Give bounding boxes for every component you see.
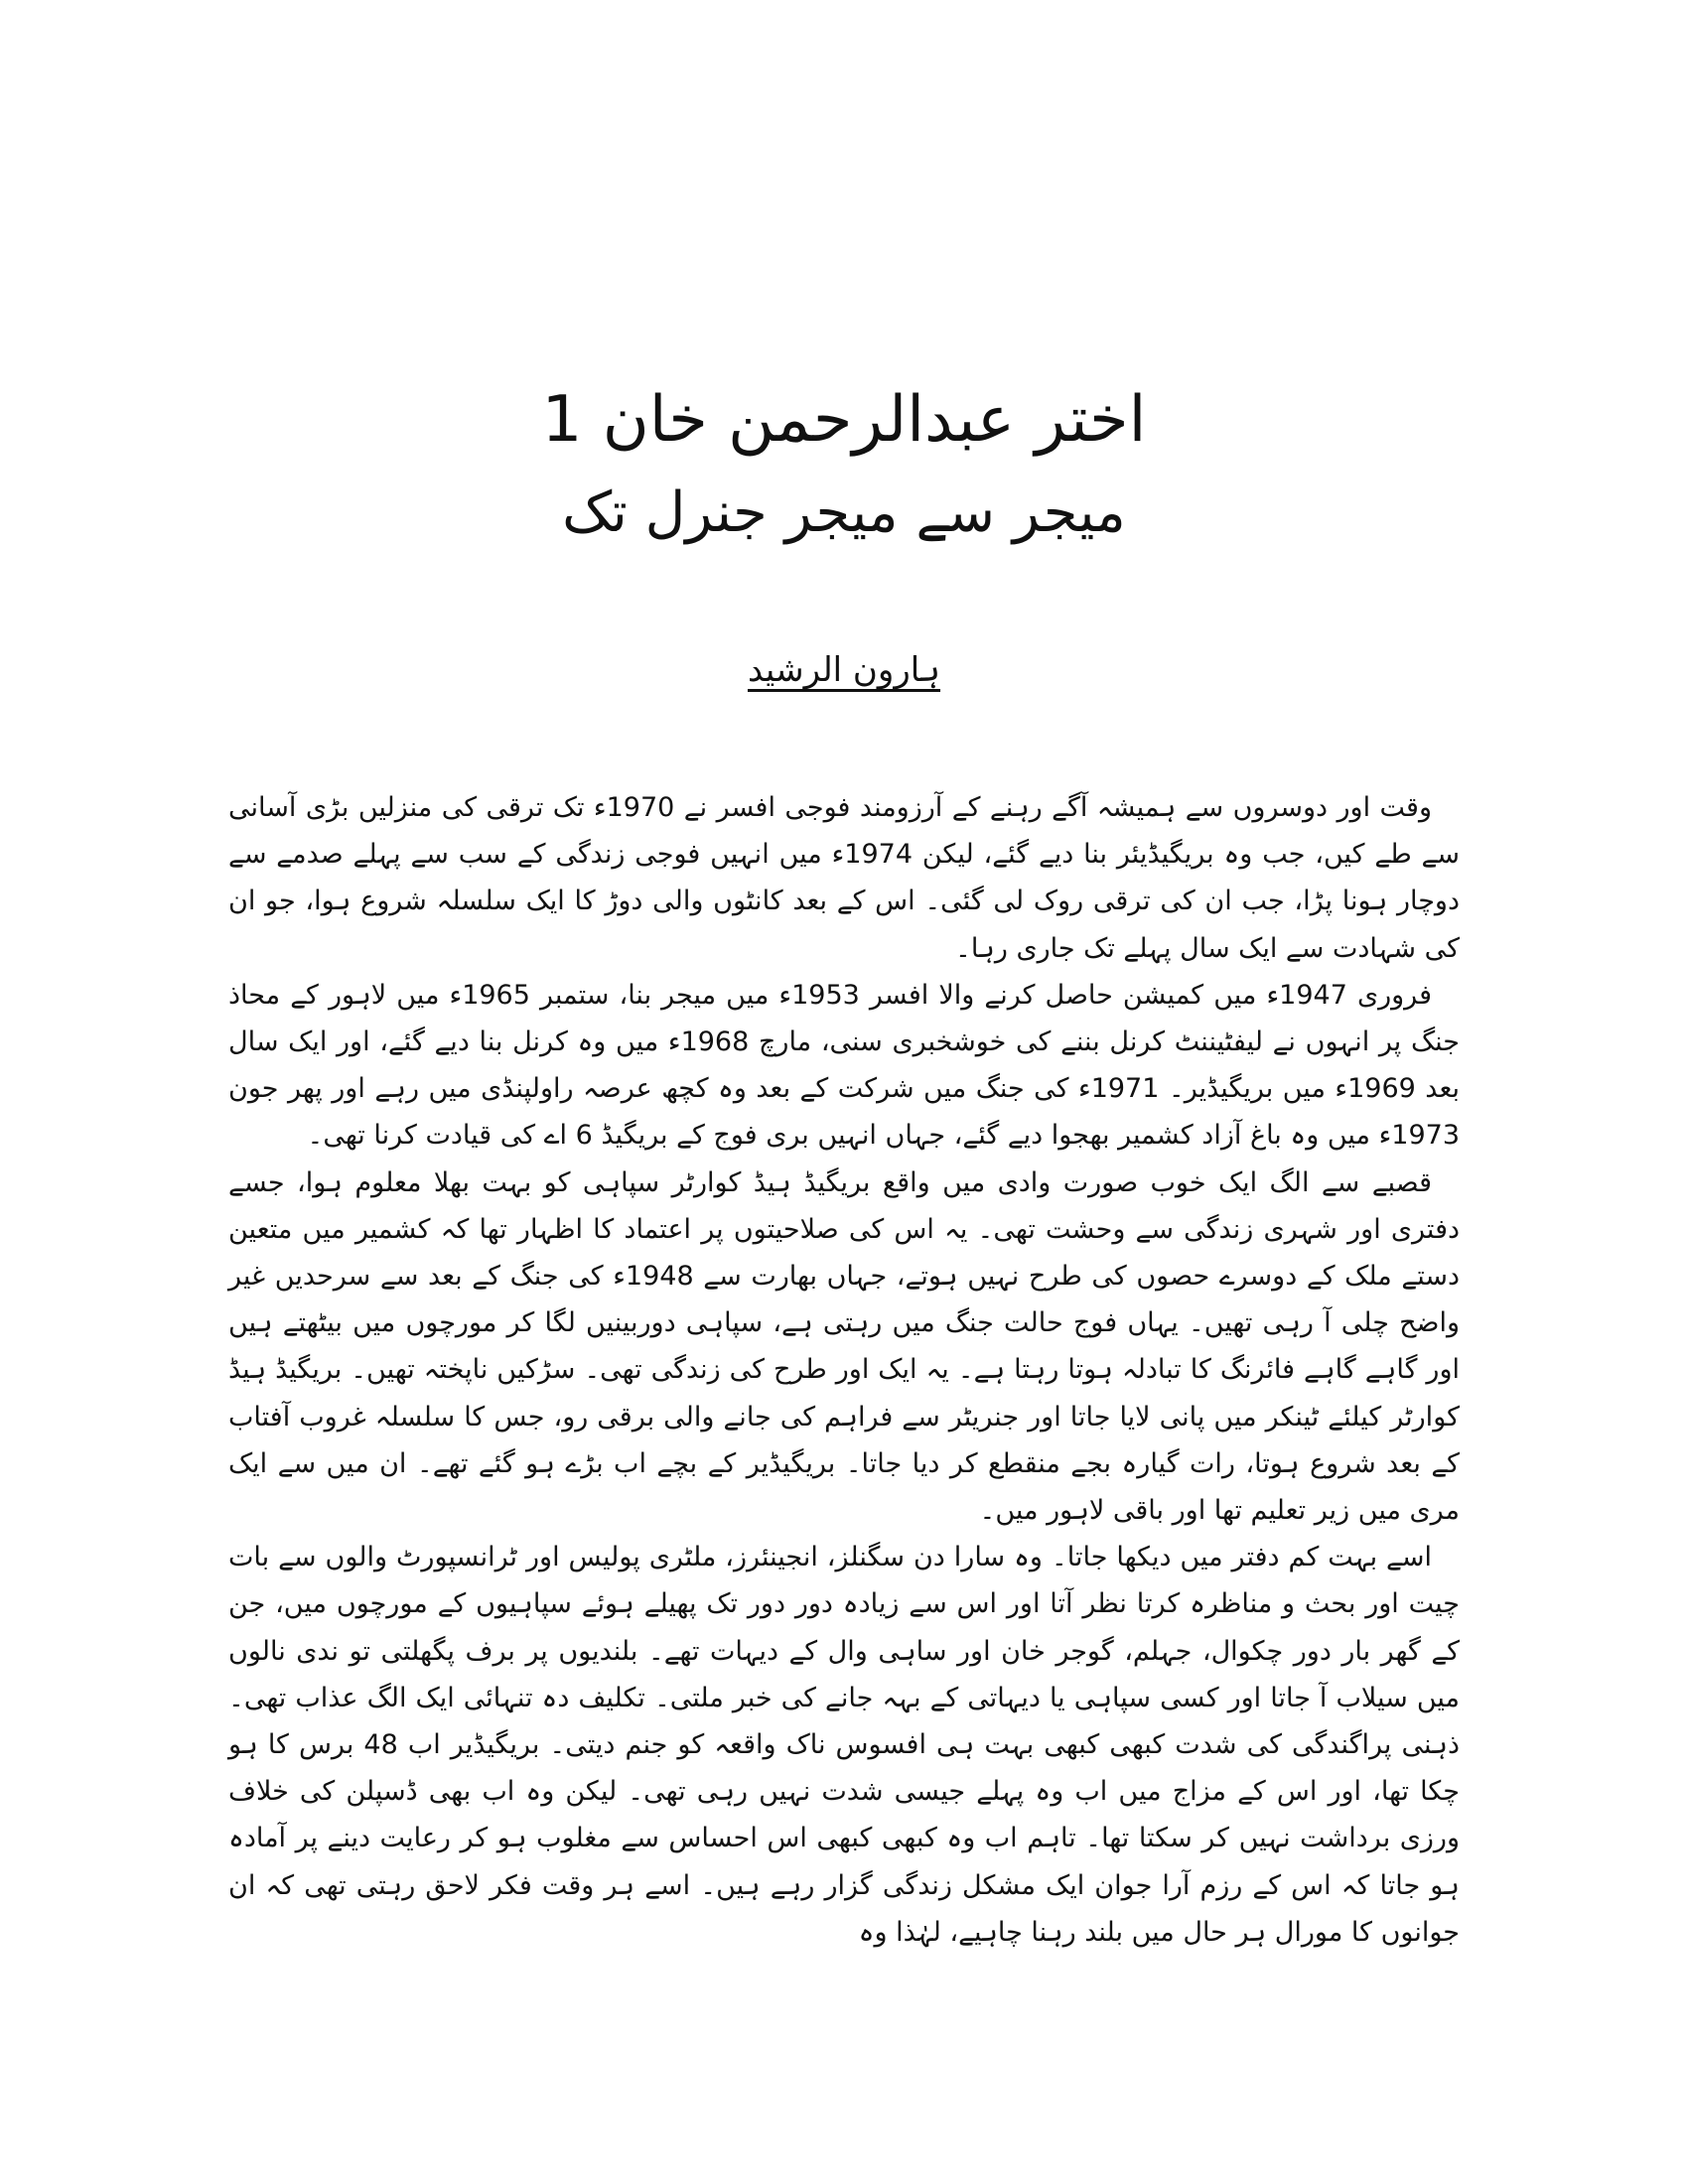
article-body <box>228 784 1460 1956</box>
page-title: اختر عبدالرحمن خان 1 <box>541 383 1147 457</box>
paragraph: اسے بہت کم دفتر میں دیکھا جاتا۔ وہ سارا دن سگنلز، انجینئرز، ملٹری پولیس اور ٹرانسپورٹ والوں سے بات چیت اور بحث و مناظرہ کرتا نظر آتا اور اس سے زیادہ دور دور تک پھیلے ہوئے سپاہیوں کے مورچوں میں، جن کے گھر بار دور چکوال، جہلم، گوجر خان اور ساہی وال کے دیہات تھے۔ بلندیوں پر برف پگھلتی تو ندی نالوں میں سیلاب آ جاتا اور کسی سپاہی یا دیہاتی کے بہہ جانے کی خبر ملتی۔ تکلیف دہ تنہائی ایک الگ عذاب تھی۔ ذہنی پراگندگی کی شدت کبھی کبھی بہت ہی افسوس ناک واقعہ کو جنم دیتی۔ بریگیڈیر اب 48 برس کا ہو چکا تھا، اور اس کے مزاج میں اب وہ پہلے جیسی شدت نہیں رہی تھی۔ لیکن وہ اب بھی ڈسپلن کی خلاف ورزی برداشت نہیں کر سکتا تھا۔ تاہم اب وہ کبھی کبھی اس احساس سے مغلوب ہو کر رعایت دینے پر آمادہ ہو جاتا کہ اس کے رزم آرا جوان ایک مشکل زندگی گزار رہے ہیں۔ اسے ہر وقت فکر لاحق رہتی تھی کہ ان جوانوں کا مورال ہر حال میں بلند رہنا چاہیے، لہٰذا وہ <box>228 1542 1461 1948</box>
paragraph: قصبے سے الگ ایک خوب صورت وادی میں واقع بریگیڈ ہیڈ کوارٹر سپاہی کو بہت بھلا معلوم ہوا، جسے دفتری اور شہری زندگی سے وحشت تھی۔ یہ اس کی صلاحیتوں پر اعتماد کا اظہار تھا کہ کشمیر میں متعین دستے ملک کے دوسرے حصوں کی طرح نہیں ہوتے، جہاں بھارت سے 1948ء کی جنگ کے بعد سے سرحدیں غیر واضح چلی آ رہی تھیں۔ یہاں فوج حالت جنگ میں رہتی ہے، سپاہی دوربینیں لگا کر مورچوں میں بیٹھتے ہیں اور گاہے گاہے فائرنگ کا تبادلہ ہوتا رہتا ہے۔ یہ ایک اور طرح کی زندگی تھی۔ سڑکیں ناپختہ تھیں۔ بریگیڈ ہیڈ کوارٹر کیلئے ٹینکر میں پانی لایا جاتا اور جنریٹر سے فراہم کی جانے والی برقی رو، جس کا سلسلہ غروب آفتاب کے بعد شروع ہوتا، رات گیارہ بجے منقطع کر دیا جاتا۔ بریگیڈیر کے بچے اب بڑے ہو گئے تھے۔ ان میں سے ایک مری میں زیر تعلیم تھا اور باقی لاہور میں۔ <box>228 1166 1460 1527</box>
author-line <box>0 645 1688 695</box>
paragraph: فروری 1947ء میں کمیشن حاصل کرنے والا افسر 1953ء میں میجر بنا، ستمبر 1965ء میں لاہور کے محاذ جنگ پر انہوں نے لیفٹیننٹ کرنل بننے کی خوشخبری سنی، مارچ 1968ء میں وہ کرنل بنا دیے گئے، اور ایک سال بعد 1969ء میں بریگیڈیر۔ 1971ء کی جنگ میں شرکت کے بعد وہ کچھ عرصہ راولپنڈی میں رہے اور پھر جون 1973ء میں وہ باغ آزاد کشمیر بھجوا دیے گئے، جہاں انہیں بری فوج کے بریگیڈ 6 اے کی قیادت کرنا تھی۔ <box>228 979 1461 1152</box>
page-subtitle: میجر سے میجر جنرل تک <box>562 480 1126 545</box>
title-block <box>0 372 1688 559</box>
author-name: ہارون الرشید <box>747 650 941 690</box>
paragraph: وقت اور دوسروں سے ہمیشہ آگے رہنے کے آرزومند فوجی افسر نے 1970ء تک ترقی کی منزلیں بڑی آسانی سے طے کیں، جب وہ بریگیڈیئر بنا دیے گئے، لیکن 1974ء میں انہیں فوجی زندگی کے سب سے پہلے صدمے سے دوچار ہونا پڑا، جب ان کی ترقی روک لی گئی۔ اس کے بعد کانٹوں والی دوڑ کا ایک سلسلہ شروع ہوا، جو ان کی شہادت سے ایک سال پہلے تک جاری رہا۔ <box>228 792 1460 964</box>
